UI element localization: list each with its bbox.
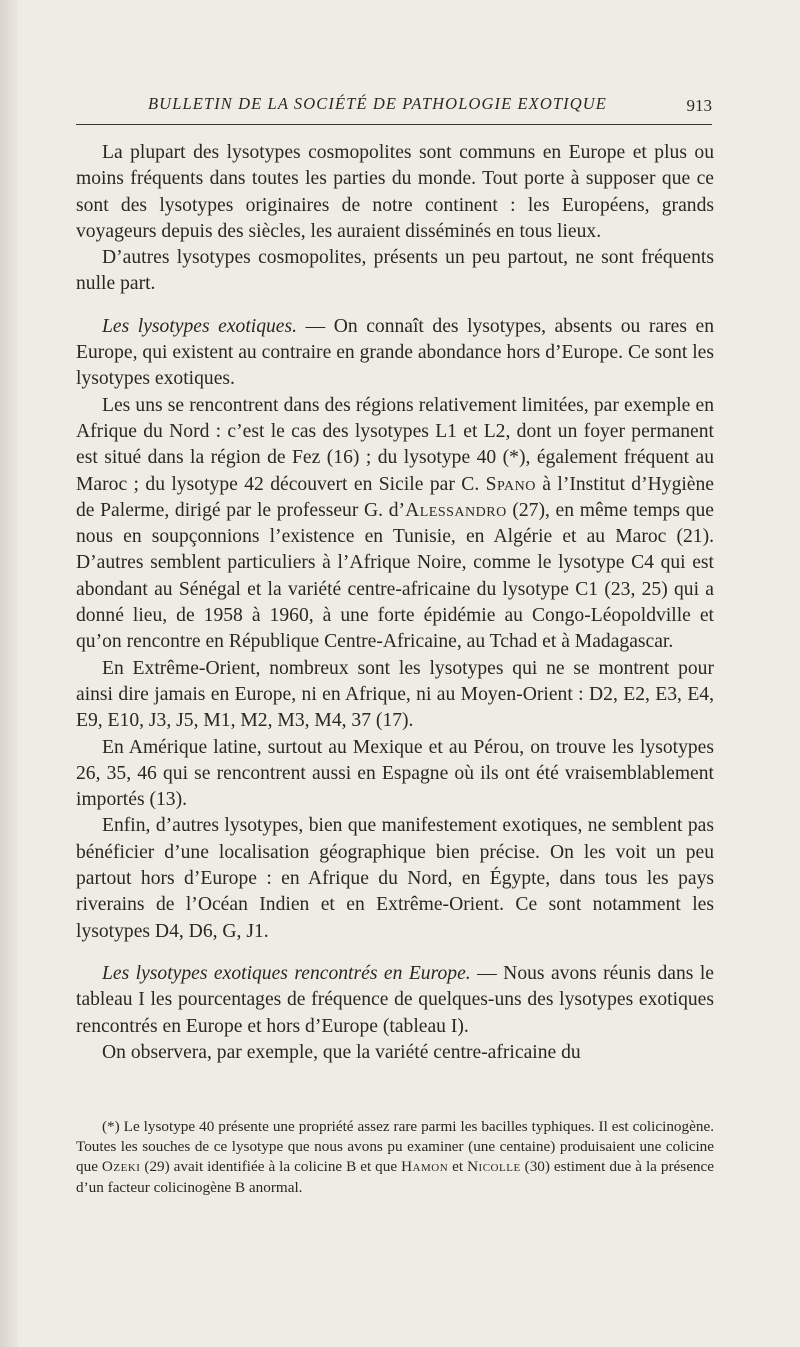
page-binding-edge: [0, 0, 18, 1347]
footnote-text-part: et: [448, 1158, 468, 1176]
paragraph-exotic-intro: [76, 314, 714, 393]
paragraph-text: — On connaît des lysotypes, absents ou rares en Europe, qui existent au contraire en grande abondance hors d’Europe. Ce sont les lysotypes exotiques.: [76, 315, 714, 390]
author-name: Ozeki: [101, 1158, 141, 1176]
author-name: Spano: [485, 473, 536, 495]
journal-title: BULLETIN DE LA SOCIÉTÉ DE PATHOLOGIE EXOTIQUE: [148, 94, 607, 113]
author-name: Alessandro: [405, 499, 507, 521]
footnote-text-part: (30) estiment due à la présence d’un facteur colicinogène B anormal.: [76, 1158, 715, 1196]
footnote-text-part: (29) avait identifiée à la colicine B et que: [140, 1158, 402, 1176]
section-heading-exotic: Les lysotypes exotiques.: [102, 315, 298, 337]
paragraph-regional-lysotypes: [76, 393, 714, 656]
paragraph-far-east: En Extrême-Orient, nombreux sont les lysotypes qui ne se montrent pour ainsi dire jamais en Europe, ni en Afrique, ni au Moyen-Orient : D2, E2, E3, E4, E9, E10, J3, J5, M1, M2, M3, M4, 37 (17).: [76, 657, 714, 732]
paragraph-text: Les uns se rencontrent dans des régions relativement limitées, par exemple en Afrique du Nord : c’est le cas des lysotypes L1 et L2, dont un foyer permanent est situé dans la région de Fez (16) ; du lysotype 40 (*), également fréquent au Maroc ; du lysotype 42 découvert en Sicile par C.: [76, 394, 714, 495]
paragraph-latin-america: En Amérique latine, surtout au Mexique et au Pérou, on trouve les lysotypes 26, 35, 46 qui se rencontrent aussi en Espagne où ils ont été vraisemblablement importés (13).: [76, 736, 714, 811]
main-text: [76, 140, 714, 1066]
paragraph-observation: On observera, par exemple, que la variété centre-africaine du: [102, 1041, 581, 1063]
page-number: 913: [686, 96, 712, 115]
author-name: Nicolle: [467, 1158, 521, 1176]
footnote-text: [76, 1117, 714, 1198]
paragraph-cosmopolitan-rare: D’autres lysotypes cosmopolites, présents un peu partout, ne sont fréquents nulle part.: [76, 247, 714, 295]
paragraph-exotic-in-europe: [76, 961, 714, 1040]
section-heading-exotic-europe: Les lysotypes exotiques rencontrés en Europe.: [102, 962, 471, 984]
paragraph-cosmopolitan-common: La plupart des lysotypes cosmopolites sont communs en Europe et plus ou moins fréquents dans toutes les parties du monde. Tout porte à supposer que ce sont des lysotypes originaires de notre continent : les Européens, grands voyageurs depuis des siècles, les auraient disséminés en tous lieux.: [76, 142, 714, 242]
footnote: [76, 1117, 714, 1198]
author-name: Hamon: [401, 1158, 449, 1176]
running-header: [76, 94, 712, 125]
footnote-text-part: (*) Le lysotype 40 présente une propriété assez rare parmi les bacilles typhiques. Il est colicinogène. Toutes les souches de ce lysotype que nous avons pu examiner (une centaine) produisaient une colicine que: [76, 1118, 714, 1176]
paragraph-text: — Nous avons réunis dans le tableau I les pourcentages de fréquence de quelques-uns des lysotypes exotiques rencontrés en Europe et hors d’Europe (tableau I).: [76, 962, 714, 1037]
paragraph-widespread-exotic: Enfin, d’autres lysotypes, bien que manifestement exotiques, ne semblent pas bénéficier d’une localisation géographique bien précise. On les voit un peu partout hors d’Europe : en Afrique du Nord, en Égypte, dans tous les pays riverains de l’Océan Indien et en Extrême-Orient. Ce sont notamment les lysotypes D4, D6, G, J1.: [76, 815, 714, 942]
paragraph-text: (27), en même temps que nous en soupçonnions l’existence en Tunisie, en Algérie et au Maroc (21). D’autres semblent particuliers à l’Afrique Noire, comme le lysotype C4 qui est abondant au Sénégal et la variété centre-africaine du lysotype C1 (23, 25) qui a donné lieu, de 1958 à 1960, à une forte épidémie au Congo-Léopoldville et qu’on rencontre en République Centre-Africaine, au Tchad et à Madagascar.: [76, 499, 715, 653]
paragraph-text: à l’Institut d’Hygiène de Palerme, dirigé par le professeur G. d’: [76, 473, 714, 521]
